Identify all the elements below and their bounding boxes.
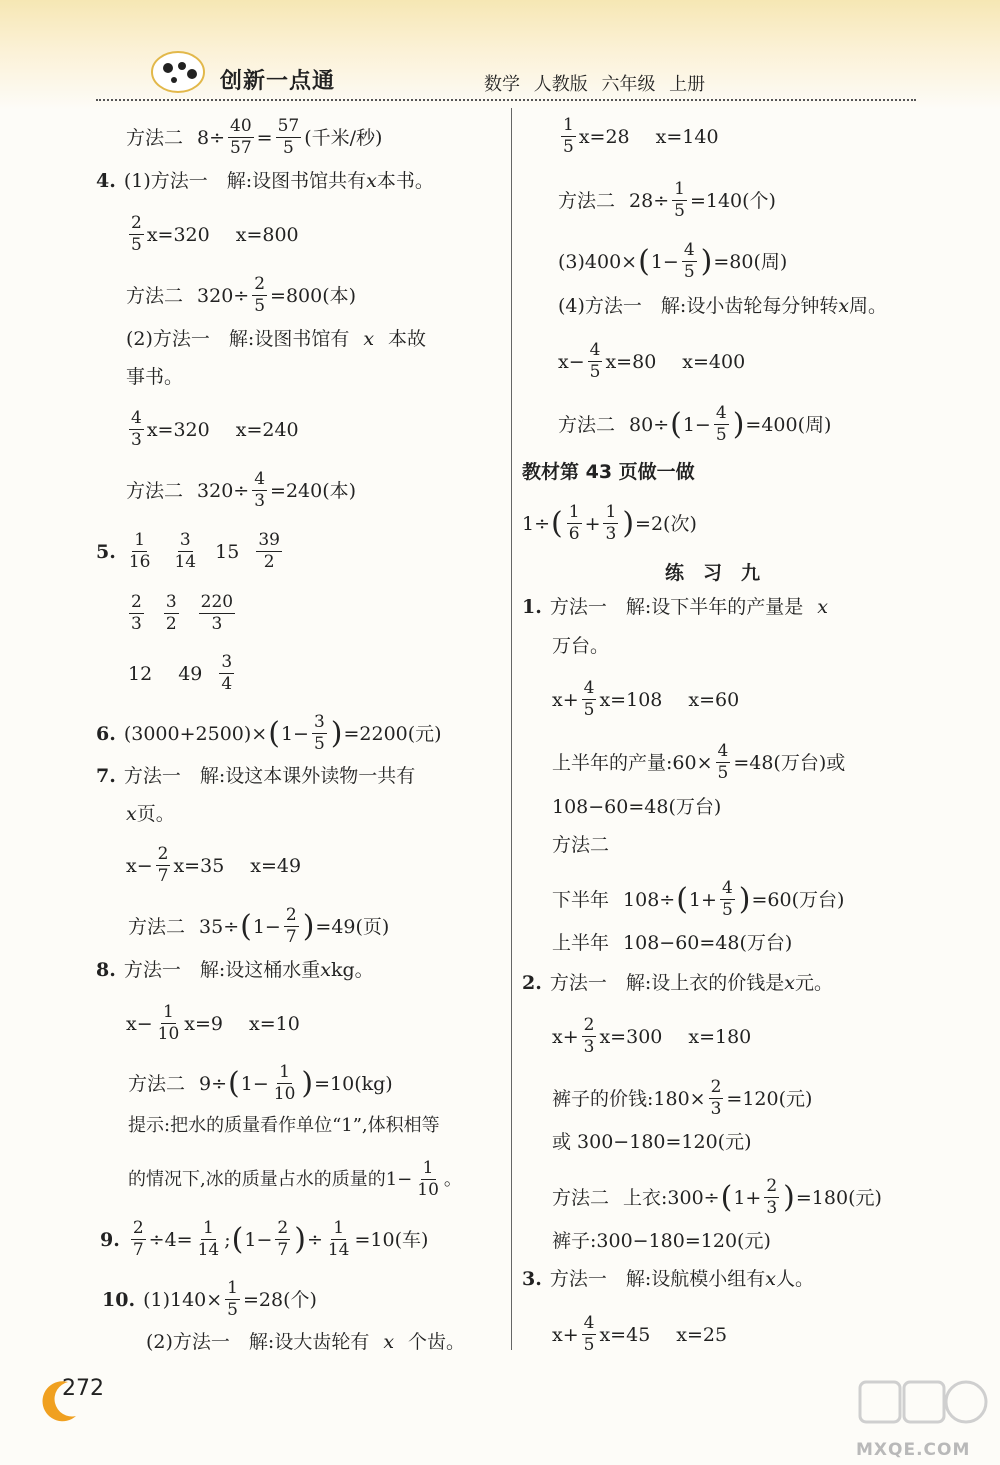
right-part-3: (3)400× ( 1− $\frac{4}{5}$ ) =80(周): [558, 240, 788, 282]
q8-hint-1: 提示:把水的质量看作单位“1”,体积相等: [128, 1115, 440, 1136]
exercise-9-q1-cont: 万台。: [552, 635, 610, 657]
right-method-2b: 方法二 80÷ ( 1− $\frac{4}{5}$ ) =400(周): [558, 403, 832, 445]
column-divider: [511, 108, 512, 1350]
q4-equation-1: $\frac{2}{5}$ x=320 x=800: [131, 213, 299, 255]
q8-hint-2: 的情况下,冰的质量占水的质量的1− $\frac{1}{10}$ 。: [128, 1158, 462, 1200]
q7-equation: x− $\frac{2}{7}$ x=35 x=49: [126, 844, 302, 886]
exercise-9-q1: 1. 方法一 解:设下半年的产量是 x: [522, 596, 828, 618]
q4-part-2-cont: 事书。: [126, 366, 184, 388]
right-equation-4: x− $\frac{4}{5}$ x=80 x=400: [558, 340, 746, 382]
watermark-text: MXQE.COM: [856, 1440, 971, 1460]
ex9-q1-method-2: 方法二: [552, 834, 610, 856]
question-10: 10. (1)140× $\frac{1}{5}$ =28(个): [102, 1278, 317, 1320]
mascot-icon: [148, 48, 210, 94]
exercise-9-q2: 2. 方法一 解:设上衣的价钱是 x 元。: [522, 972, 833, 994]
q7-method-2: 方法二 35÷ ( 1− $\frac{2}{7}$ ) =49(页): [128, 905, 390, 947]
q4-part-2: (2)方法一 解:设图书馆有 x 本故: [126, 328, 427, 350]
ex9-q1-alt: 108−60=48(万台): [552, 796, 722, 818]
page-header: [0, 0, 1000, 110]
ex9-q3-equation: x+ $\frac{4}{5}$ x=45 x=25: [552, 1313, 728, 1355]
page-number: 272: [62, 1376, 104, 1401]
right-part-4: (4)方法一 解:设小齿轮每分钟转 x 周。: [558, 295, 888, 317]
book-title: 创新一点通: [220, 69, 336, 94]
question-7: 7. 方法一 解:设这本课外读物一共有: [96, 765, 416, 787]
section-title-textbook: 教材第 43 页做一做: [522, 461, 695, 483]
q10-part-2: (2)方法一 解:设大齿轮有 x 个齿。: [146, 1331, 466, 1353]
ex9-q2-pants-2: 裤子:300−180=120(元): [552, 1230, 771, 1252]
question-5-row-1: 5. $\frac{1}{16}$ $\frac{3}{14}$ 15 $\frac{39}{2}$: [96, 530, 280, 572]
q4-equation-2: $\frac{4}{3}$ x=320 x=240: [131, 408, 299, 450]
q4-method-2b: 方法二 320÷ $\frac{4}{3}$ =240(本): [126, 469, 357, 511]
ex9-q2-alt: 或 300−180=120(元): [552, 1131, 752, 1153]
q8-equation: x− $\frac{1}{10}$ x=9 x=10: [126, 1002, 300, 1044]
question-7-cont: x 页。: [126, 803, 175, 825]
ex9-q1-first-half-2: 上半年 108−60=48(万台): [552, 932, 793, 954]
question-6: 6. (3000+2500)× ( 1− $\frac{3}{5}$ ) =2200(元): [96, 712, 442, 754]
left-line-1: 方法二 8÷ $\frac{40}{57}$ = $\frac{57}{5}$ (千米/秒): [126, 116, 383, 158]
question-5-row-2: $\frac{2}{3}$ $\frac{3}{2}$ $\frac{220}{3}$: [131, 592, 234, 634]
subject-info: 数学 人教版 六年级 上册: [484, 74, 706, 95]
textbook-exercise: 1÷ ( $\frac{1}{6}$ + $\frac{1}{3}$ ) =2(次): [522, 502, 697, 544]
exercise-9-q3: 3. 方法一 解:设航模小组有 x 人。: [522, 1268, 814, 1290]
right-line-1: $\frac{1}{5}$ x=28 x=140: [563, 115, 719, 157]
q4-method-2: 方法二 320÷ $\frac{2}{5}$ =800(本): [126, 274, 357, 316]
question-9: 9. $\frac{2}{7}$ ÷4= $\frac{1}{14}$ ; ( 1− $\frac{2}{7}$ ) ÷ $\frac{1}{14}$ =10(车): [100, 1218, 429, 1260]
section-title-exercise-9: 练 习 九: [665, 562, 761, 584]
ex9-q2-method-2: 方法二 上衣:300÷ ( 1+ $\frac{2}{3}$ ) =180(元): [552, 1176, 882, 1218]
q8-method-2: 方法二 9÷ ( 1− $\frac{1}{10}$ ) =10(kg): [128, 1062, 393, 1104]
right-method-2: 方法二 28÷ $\frac{1}{5}$ =140(个): [558, 179, 776, 221]
ex9-q2-equation: x+ $\frac{2}{3}$ x=300 x=180: [552, 1015, 752, 1057]
header-divider: [96, 99, 916, 101]
ex9-q1-equation: x+ $\frac{4}{5}$ x=108 x=60: [552, 678, 740, 720]
ex9-q1-first-half: 上半年的产量:60× $\frac{4}{5}$ =48(万台)或: [552, 741, 846, 783]
ex9-q1-second-half: 下半年 108÷ ( 1+ $\frac{4}{5}$ ) =60(万台): [552, 878, 845, 920]
question-8: 8. 方法一 解:设这桶水重 x kg。: [96, 959, 374, 981]
question-4: 4. (1)方法一 解:设图书馆共有 x 本书。: [96, 170, 434, 192]
ex9-q2-pants: 裤子的价钱:180× $\frac{2}{3}$ =120(元): [552, 1077, 813, 1119]
question-5-row-3: 12 49 $\frac{3}{4}$: [128, 652, 233, 694]
